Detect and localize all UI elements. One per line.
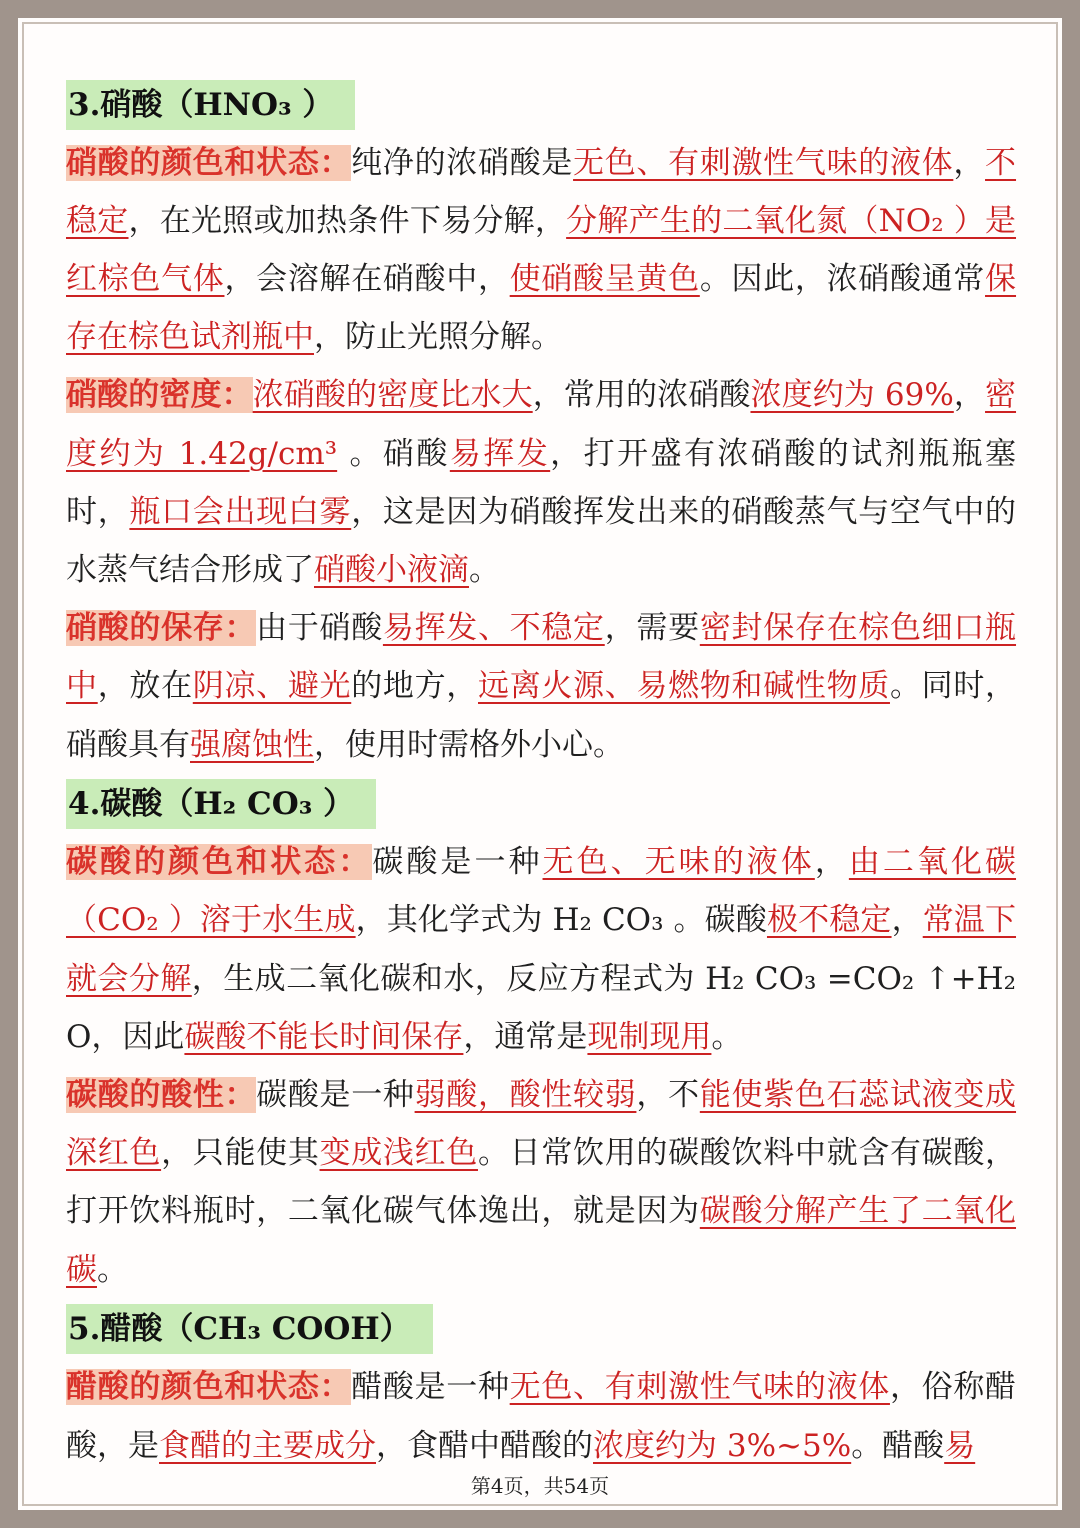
- key-point: 分解产生的二氧化氮（NO₂ ）是红棕色气体: [66, 202, 1017, 297]
- body-text: 。醋酸: [851, 1427, 945, 1464]
- page-number: 第4页，共54页: [470, 1474, 610, 1498]
- key-point: 浓度约为 69%: [750, 377, 954, 414]
- key-point: 密封保存在棕色细口瓶中: [66, 610, 1017, 705]
- key-point: 能使紫色石蕊试液变成深红色: [66, 1077, 1017, 1172]
- body-text: ，: [814, 844, 849, 881]
- key-point: 密度约为 1.42g/cm³: [66, 377, 1017, 472]
- body-text: ，: [953, 377, 986, 414]
- body-text: ，常用的浓硝酸: [532, 377, 751, 414]
- key-point: 保存在棕色试剂瓶中: [66, 260, 1017, 356]
- paragraph-acetic-color-state: [66, 1358, 1016, 1474]
- body-text: 醋酸是一种: [351, 1369, 510, 1406]
- body-text: 。日常饮用的碳酸饮料中就含有碳酸，打开饮料瓶时，二氧化碳气体逸出，就是因为: [66, 1135, 1017, 1230]
- key-point: 易挥发: [449, 435, 551, 472]
- body-text: 。: [469, 551, 500, 588]
- key-point: 无色、有刺激性气味的液体: [573, 144, 954, 181]
- key-point: 碳酸分解产生了二氧化碳: [66, 1193, 1017, 1288]
- body-text: ，: [953, 144, 986, 181]
- body-text: ，不: [636, 1077, 700, 1114]
- key-point: 不稳定: [66, 144, 1017, 239]
- key-point: 无色、无味的液体: [542, 844, 815, 881]
- body-text: ，食醋中醋酸的: [376, 1427, 593, 1464]
- key-point: 常温下就会分解: [66, 902, 1017, 997]
- key-point: 易: [944, 1427, 976, 1464]
- body-text: ，: [891, 902, 923, 939]
- body-text: 。因此，浓硝酸通常: [699, 260, 986, 297]
- paragraph-heading: 硝酸的密度：: [66, 377, 253, 414]
- paragraph-nitric-color-state: [66, 134, 1016, 367]
- body-text: ，防止光照分解。: [314, 319, 562, 356]
- body-text: ，俗称醋酸，是: [66, 1369, 1017, 1464]
- key-point: 强腐蚀性: [190, 726, 314, 763]
- key-point: 现制现用: [587, 1018, 712, 1055]
- body-text: ，放在: [97, 668, 193, 705]
- paragraph-nitric-density: [66, 366, 1016, 599]
- body-text: ，其化学式为 H₂ CO₃ 。碳酸: [355, 902, 767, 939]
- key-point: 极不稳定: [766, 902, 892, 939]
- document-body: [66, 74, 1016, 1475]
- body-text: ，使用时需格外小心。: [314, 726, 624, 763]
- body-text: 碳酸是一种: [256, 1077, 415, 1114]
- body-text: ，会溶解在硝酸中，: [224, 260, 510, 297]
- body-text: ，通常是: [463, 1018, 588, 1055]
- key-point: 瓶口会出现白雾: [129, 493, 352, 530]
- body-text: ，在光照或加热条件下易分解，: [128, 202, 567, 239]
- body-text: 纯净的浓硝酸是: [351, 144, 574, 181]
- paragraph-heading: 碳酸的酸性：: [66, 1077, 257, 1114]
- body-text: 。: [711, 1018, 743, 1055]
- key-point: 硝酸小液滴: [314, 551, 469, 588]
- key-point: 浓度约为 3%~5%: [593, 1427, 852, 1464]
- body-text: 的地方，: [351, 668, 478, 705]
- key-point: 碳酸不能长时间保存: [184, 1018, 464, 1055]
- paragraph-heading: 醋酸的颜色和状态：: [66, 1369, 352, 1406]
- section-title-acetic-acid: 5.醋酸（CH₃ COOH）: [66, 1304, 433, 1354]
- paragraph-nitric-storage: [66, 599, 1016, 774]
- key-point: 浓硝酸的密度比水大: [252, 377, 533, 414]
- body-text: 。硝酸: [337, 435, 450, 472]
- section-title-carbonic-acid: 4.碳酸（H₂ CO₃ ）: [66, 779, 376, 829]
- paragraph-heading: 硝酸的颜色和状态：: [66, 144, 352, 181]
- body-text: ，需要: [604, 610, 700, 647]
- paragraph-carbonic-color-state: [66, 833, 1016, 1066]
- key-point: 远离火源、易燃物和碱性物质: [478, 668, 890, 705]
- body-text: 碳酸是一种: [372, 844, 543, 881]
- body-text: 。同时，硝酸具有: [66, 668, 1017, 763]
- key-point: 使硝酸呈黄色: [509, 260, 700, 297]
- key-point: 由二氧化碳（CO₂ ）溶于水生成: [66, 844, 1017, 939]
- key-point: 变成浅红色: [319, 1135, 478, 1172]
- key-point: 食醋的主要成分: [159, 1427, 376, 1464]
- paragraph-carbonic-acidity: [66, 1066, 1016, 1299]
- key-point: 弱酸，酸性较弱: [414, 1077, 637, 1114]
- body-text: ，这是因为硝酸挥发出来的硝酸蒸气与空气中的水蒸气结合形成了: [66, 493, 1017, 588]
- paragraph-heading: 碳酸的颜色和状态：: [66, 844, 373, 881]
- body-text: 由于硝酸: [256, 610, 383, 647]
- body-text: ，生成二氧化碳和水，反应方程式为 H₂ CO₃ =CO₂ ↑+H₂ O，因此: [66, 960, 1017, 1055]
- body-text: ，只能使其: [161, 1135, 320, 1172]
- key-point: 阴凉、避光: [192, 668, 352, 705]
- body-text: 。: [97, 1251, 128, 1288]
- paragraph-heading: 硝酸的保存：: [66, 610, 257, 647]
- key-point: 无色、有刺激性气味的液体: [509, 1369, 890, 1406]
- section-title-nitric-acid: 3.硝酸（HNO₃ ）: [66, 80, 355, 130]
- body-text: ，打开盛有浓硝酸的试剂瓶瓶塞时，: [66, 435, 1017, 530]
- key-point: 易挥发、不稳定: [382, 610, 605, 647]
